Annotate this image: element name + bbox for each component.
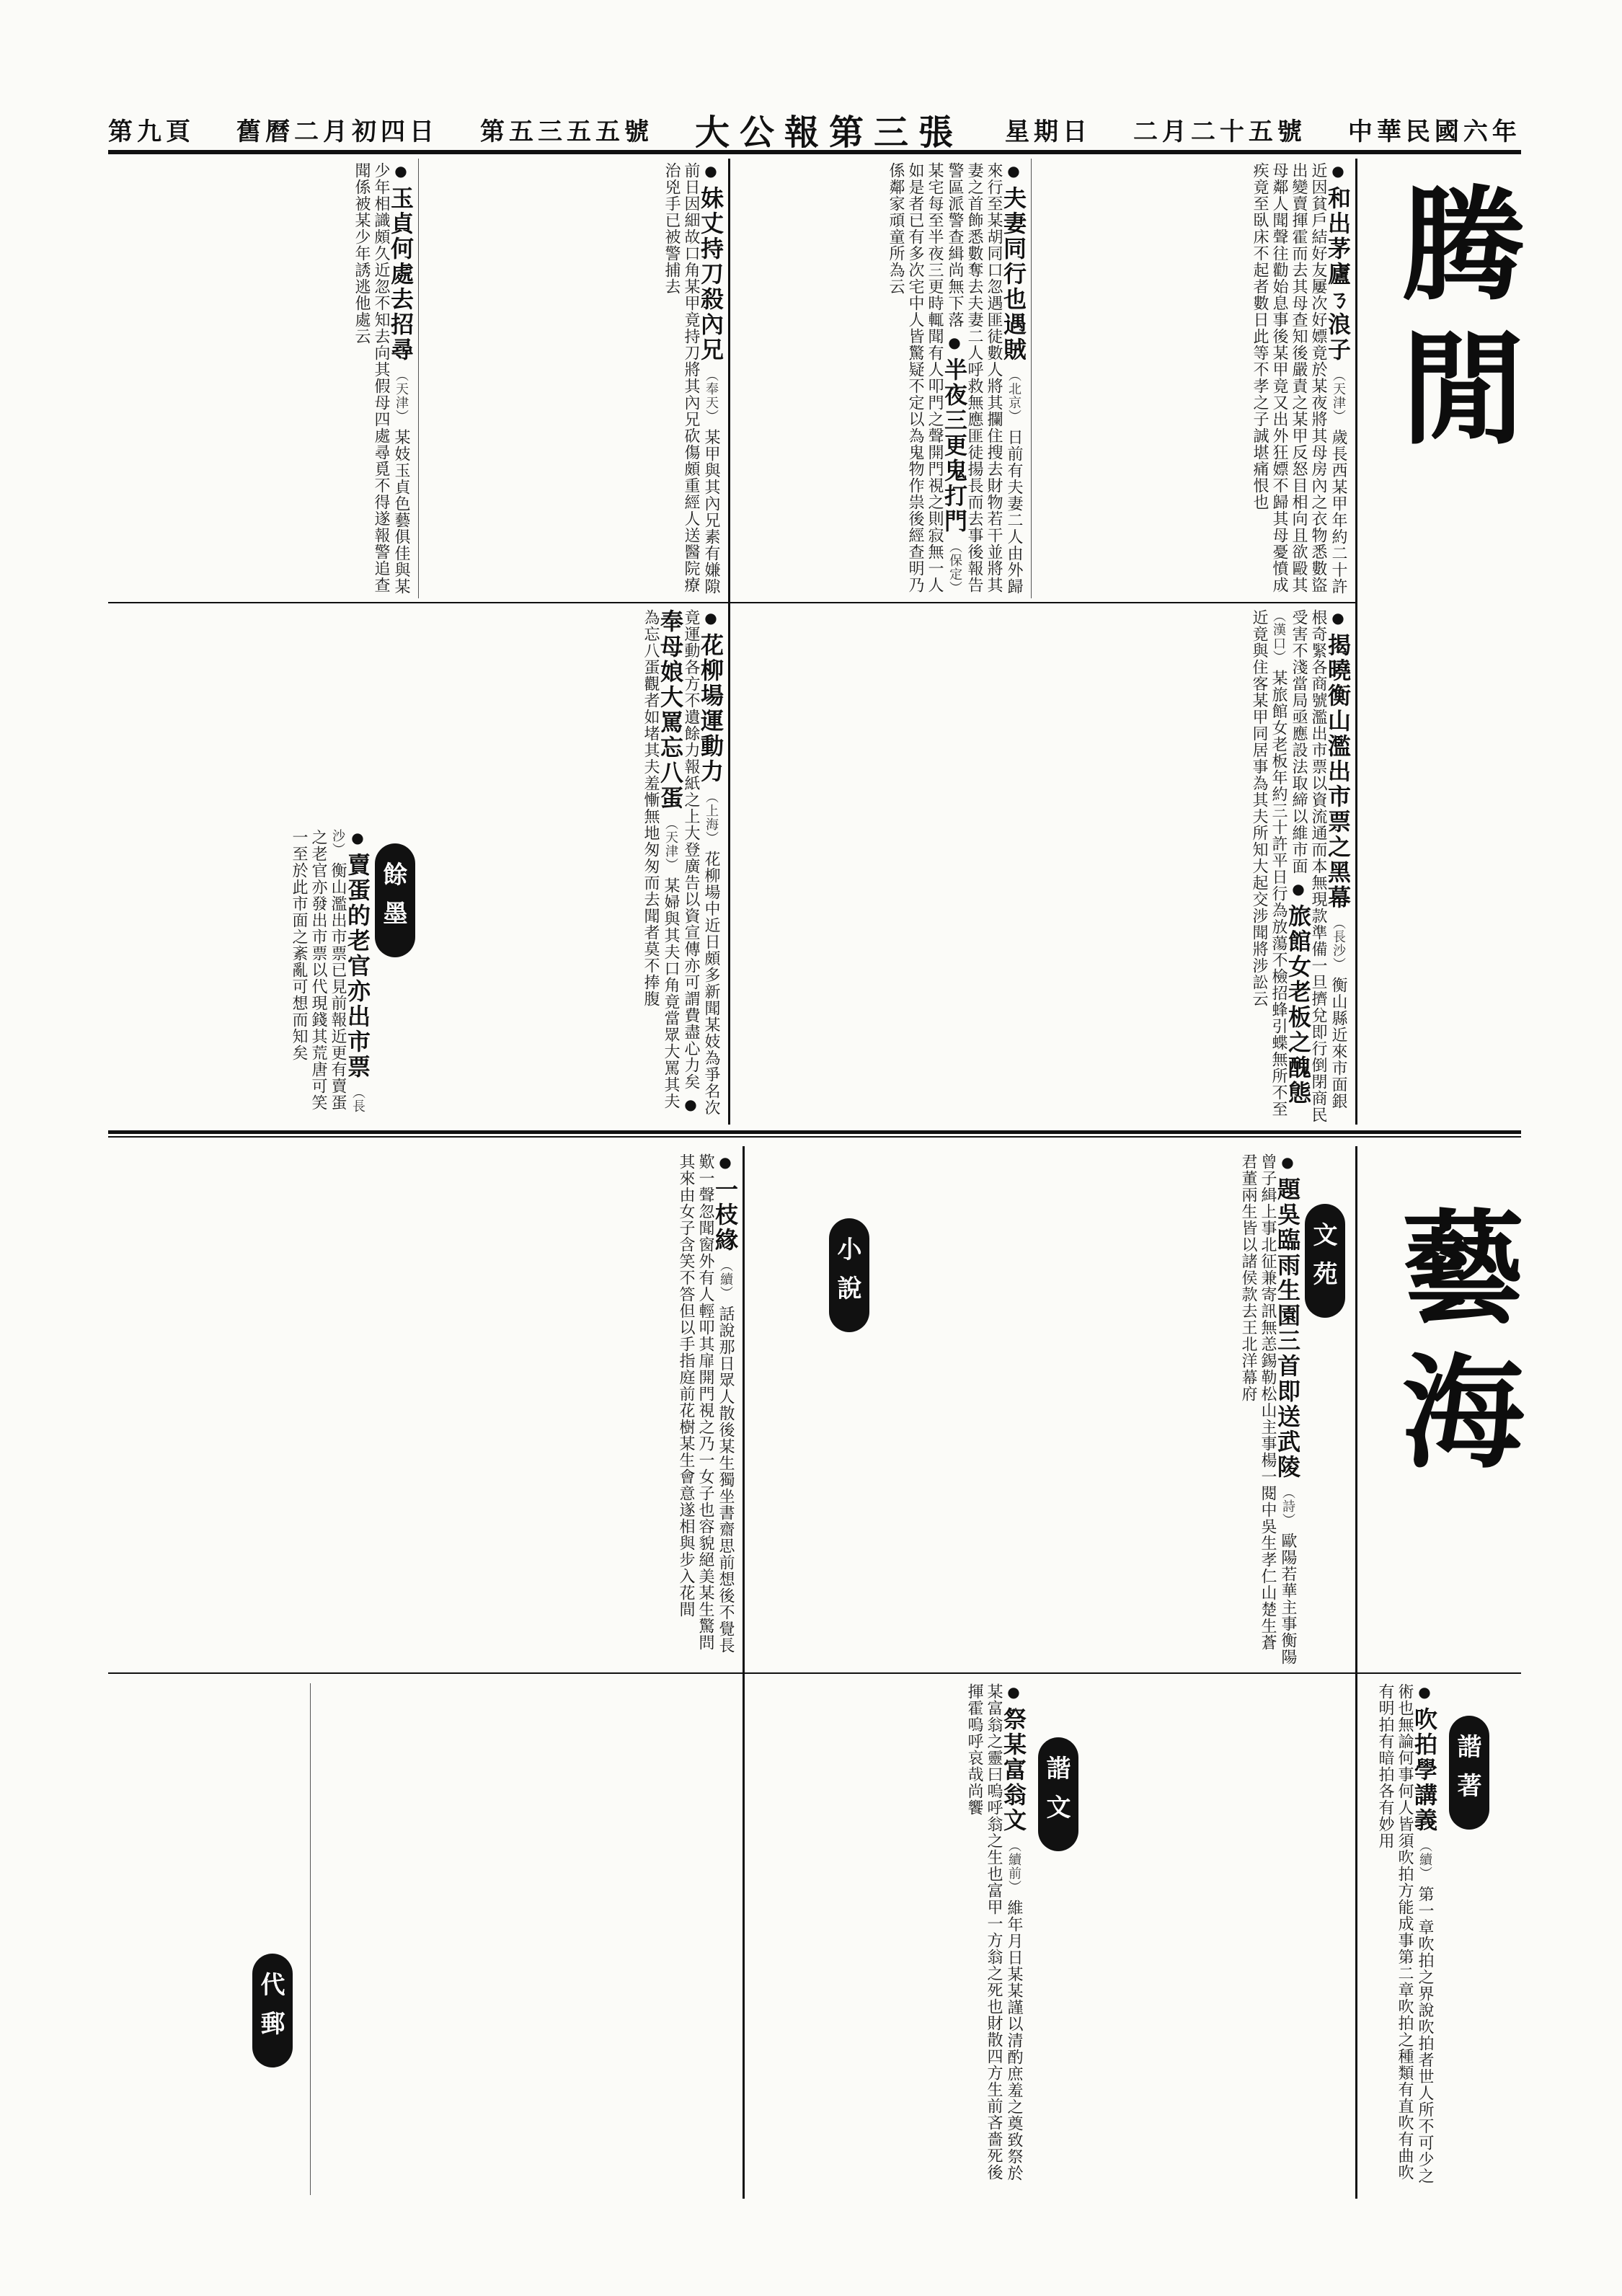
article-byline: （續） bbox=[718, 1259, 733, 1300]
column-rule bbox=[310, 1683, 311, 2195]
article-block bbox=[1089, 1683, 1438, 2195]
article-byline: （詩） bbox=[1280, 1486, 1295, 1527]
column-rule bbox=[418, 159, 419, 598]
column-rule bbox=[728, 159, 730, 1125]
article-title: ● 和出茅廬ㄋ浪子 bbox=[1324, 162, 1352, 363]
era-date: 中華民國六年 bbox=[1347, 117, 1521, 146]
article-byline: （天津） bbox=[394, 368, 409, 423]
row-rule bbox=[108, 602, 1355, 603]
column-plaque-daiyou: 代郵 bbox=[252, 1954, 293, 2067]
page-number: 第九頁 bbox=[108, 117, 195, 146]
article-title: ● 題吳臨雨生園三首即送武陵 bbox=[1274, 1153, 1301, 1480]
row-rule bbox=[108, 1672, 1521, 1674]
column-rule bbox=[1355, 159, 1357, 1125]
article-body: 歐陽若華主事衡陽曾子緝上事北征兼寄訊無恙錫勒松山主事楊一閱中吳生孝仁山楚生蒼君董兩生皆以諸侯款去王北洋幕府 bbox=[1239, 1153, 1297, 1665]
article-block bbox=[901, 1153, 1301, 1665]
paper-title: 大公報第三張 bbox=[694, 112, 963, 153]
article-byline: （北京） bbox=[1006, 368, 1021, 423]
article-title: ● 奉母娘大罵忘八蛋 bbox=[657, 609, 704, 1120]
article-block bbox=[1038, 162, 1352, 595]
article-title: ● 吹拍學講義 bbox=[1411, 1683, 1438, 1833]
masthead bbox=[108, 108, 1521, 154]
article-body: 花柳場中近日頗多新聞某妓為爭名次竟運動各方不遺餘力報紙之上大登廣告以資宣傳亦可謂費盡心力矣 bbox=[682, 609, 720, 1116]
weekday: 星期日 bbox=[1004, 117, 1091, 146]
article-block bbox=[425, 609, 724, 1125]
article-body: 話說那日眾人散後某生獨坐書齋思前想後不覺長歎一聲忽聞窗外有人輕叩其扉開門視之乃一女子也容貌絕美某生驚問其來由女子含笑不答但以手指庭前花樹某生會意遂相與步入花間 bbox=[677, 1153, 735, 1654]
column-plaque-zhuwen: 諧文 bbox=[1038, 1737, 1078, 1851]
top-section-divider bbox=[108, 1130, 1521, 1134]
issue-number: 第五三五五號 bbox=[479, 117, 653, 146]
lunar-date: 舊曆二月初四日 bbox=[236, 117, 438, 146]
article-body: 某甲與其內兄素有嫌隙前日因細故口角某甲竟持刀將其內兄砍傷頗重經人送醫院療治兇手已被警捕去 bbox=[662, 162, 720, 595]
article-title: ● 玉貞何處去招尋 bbox=[387, 162, 415, 363]
article-byline: （天津） bbox=[663, 817, 678, 872]
article-title: ● 半夜三更鬼打門 bbox=[941, 334, 968, 534]
article-title: ● 花柳場運動力 bbox=[697, 609, 724, 784]
top-section-divider-thin bbox=[108, 1136, 1521, 1138]
article-block bbox=[115, 162, 415, 595]
article-block bbox=[425, 162, 724, 595]
article-block bbox=[115, 829, 371, 1125]
article-body: 維年月日某某謹以清酌庶羞之奠致祭於某富翁之靈曰嗚呼翁之生也富甲一方翁之死也財散四方生前吝嗇死後揮霍嗚呼哀哉尚饗 bbox=[965, 1683, 1023, 2181]
column-plaque-zhuzhu: 諧著 bbox=[1449, 1716, 1489, 1830]
article-block bbox=[735, 162, 1027, 595]
article-body: 某妓玉貞色藝俱佳與某少年相識頗久近忽不知去向其假母四處尋覓不得遂報警追查聞係被某少年誘逃他處云 bbox=[353, 162, 410, 595]
article-body: 日前有夫妻二人由外歸來行至某胡同口忽遇匪徒數人將其攔住搜去財物若干並將其妻之首飾悉數奪去夫妻二人呼救無應匪徒揚長而去事後報告警區派警查緝尚無下落 bbox=[946, 162, 1023, 595]
article-body: 衡山縣近來市面銀根奇緊各商號濫出市票以資流通而本無現款準備一旦擠兌即行倒閉商民受害不淺當局亟應設法取締以維市面 bbox=[1290, 609, 1347, 1123]
article-title: ● 祭某富翁文 bbox=[1000, 1683, 1027, 1833]
article-body: 某婦與其夫口角竟當眾大罵其夫為忘八蛋觀者如堵其夫羞慚無地匆匆而去聞者莫不捧腹 bbox=[642, 609, 680, 1109]
article-byline: （上海） bbox=[704, 790, 719, 845]
article-body: 某宅每至半夜三更時輒聞有人叩門之聲開門視之則寂無一人如是者已有多次宅中人皆驚疑不定以為鬼物作祟後經查明乃係鄰家頑童所為云 bbox=[887, 162, 944, 593]
article-block bbox=[735, 609, 1352, 1125]
section-title-bottom: 藝海 bbox=[1381, 1204, 1525, 1492]
column-rule bbox=[1031, 159, 1032, 598]
western-date: 二月二十五號 bbox=[1133, 117, 1306, 146]
article-title: ● 妹丈持刀殺內兄 bbox=[697, 162, 724, 363]
column-plaque-xiaoshuo: 小說 bbox=[829, 1218, 869, 1332]
article-body: 第一章吹拍之界說吹拍者世人所不可少之術也無論何事何人皆須吹拍方能成事第二章吹拍之種類有直吹有曲吹有明拍有暗拍各有妙用 bbox=[1376, 1683, 1434, 2184]
article-byline: （長沙） bbox=[330, 829, 365, 1113]
article-title: ● 一枝緣 bbox=[712, 1153, 739, 1253]
article-body: 衡山濫出市票已見前報近更有賣蛋之老官亦發出市票以代現錢其荒唐可笑一至於此市面之紊亂可想而知矣 bbox=[290, 829, 347, 1111]
article-block bbox=[115, 1153, 739, 1665]
article-title: ● 揭曉衡山濫出市票之黑幕 bbox=[1324, 609, 1352, 910]
article-byline: （漢口） bbox=[1271, 609, 1286, 664]
article-byline: （保定） bbox=[947, 540, 962, 595]
article-block bbox=[324, 1683, 1027, 2195]
article-byline: （天津） bbox=[1331, 368, 1346, 423]
section-title-top: 腾閒 bbox=[1381, 180, 1525, 469]
article-byline: （奉天） bbox=[704, 368, 719, 423]
article-title: ● 旅館女老板之醜態 bbox=[1285, 880, 1312, 1106]
article-body: 歲長西某甲年約二十許近因貧戶結好友屢次好嫖竟於某夜將其母房內之衣物悉數盜出變賣揮霍而去其母查知後嚴責之某甲反怒目相向且欲毆其母鄰人聞聲往勸始息事後某甲竟又出外狂嫖不歸其母憂憤成疾竟至臥床不起者數日此等不孝之子誠堪痛恨也 bbox=[1251, 162, 1347, 595]
article-title: ● 賣蛋的老官亦出市票 bbox=[344, 829, 371, 1080]
article-byline: （續） bbox=[1417, 1839, 1432, 1880]
article-byline: （長沙） bbox=[1331, 916, 1346, 971]
article-byline: （續前） bbox=[1006, 1839, 1021, 1894]
column-plaque-yumo: 餘墨 bbox=[375, 843, 415, 957]
article-body: 某旅館女老板年約三十許平日行為放蕩不檢招蜂引蝶無所不至近竟與住客某甲同居事為其夫所知大起交涉聞將涉訟云 bbox=[1250, 609, 1288, 1117]
article-title: ● 夫妻同行也遇賊 bbox=[1000, 162, 1027, 363]
column-plaque-wenyuan: 文苑 bbox=[1305, 1204, 1345, 1318]
